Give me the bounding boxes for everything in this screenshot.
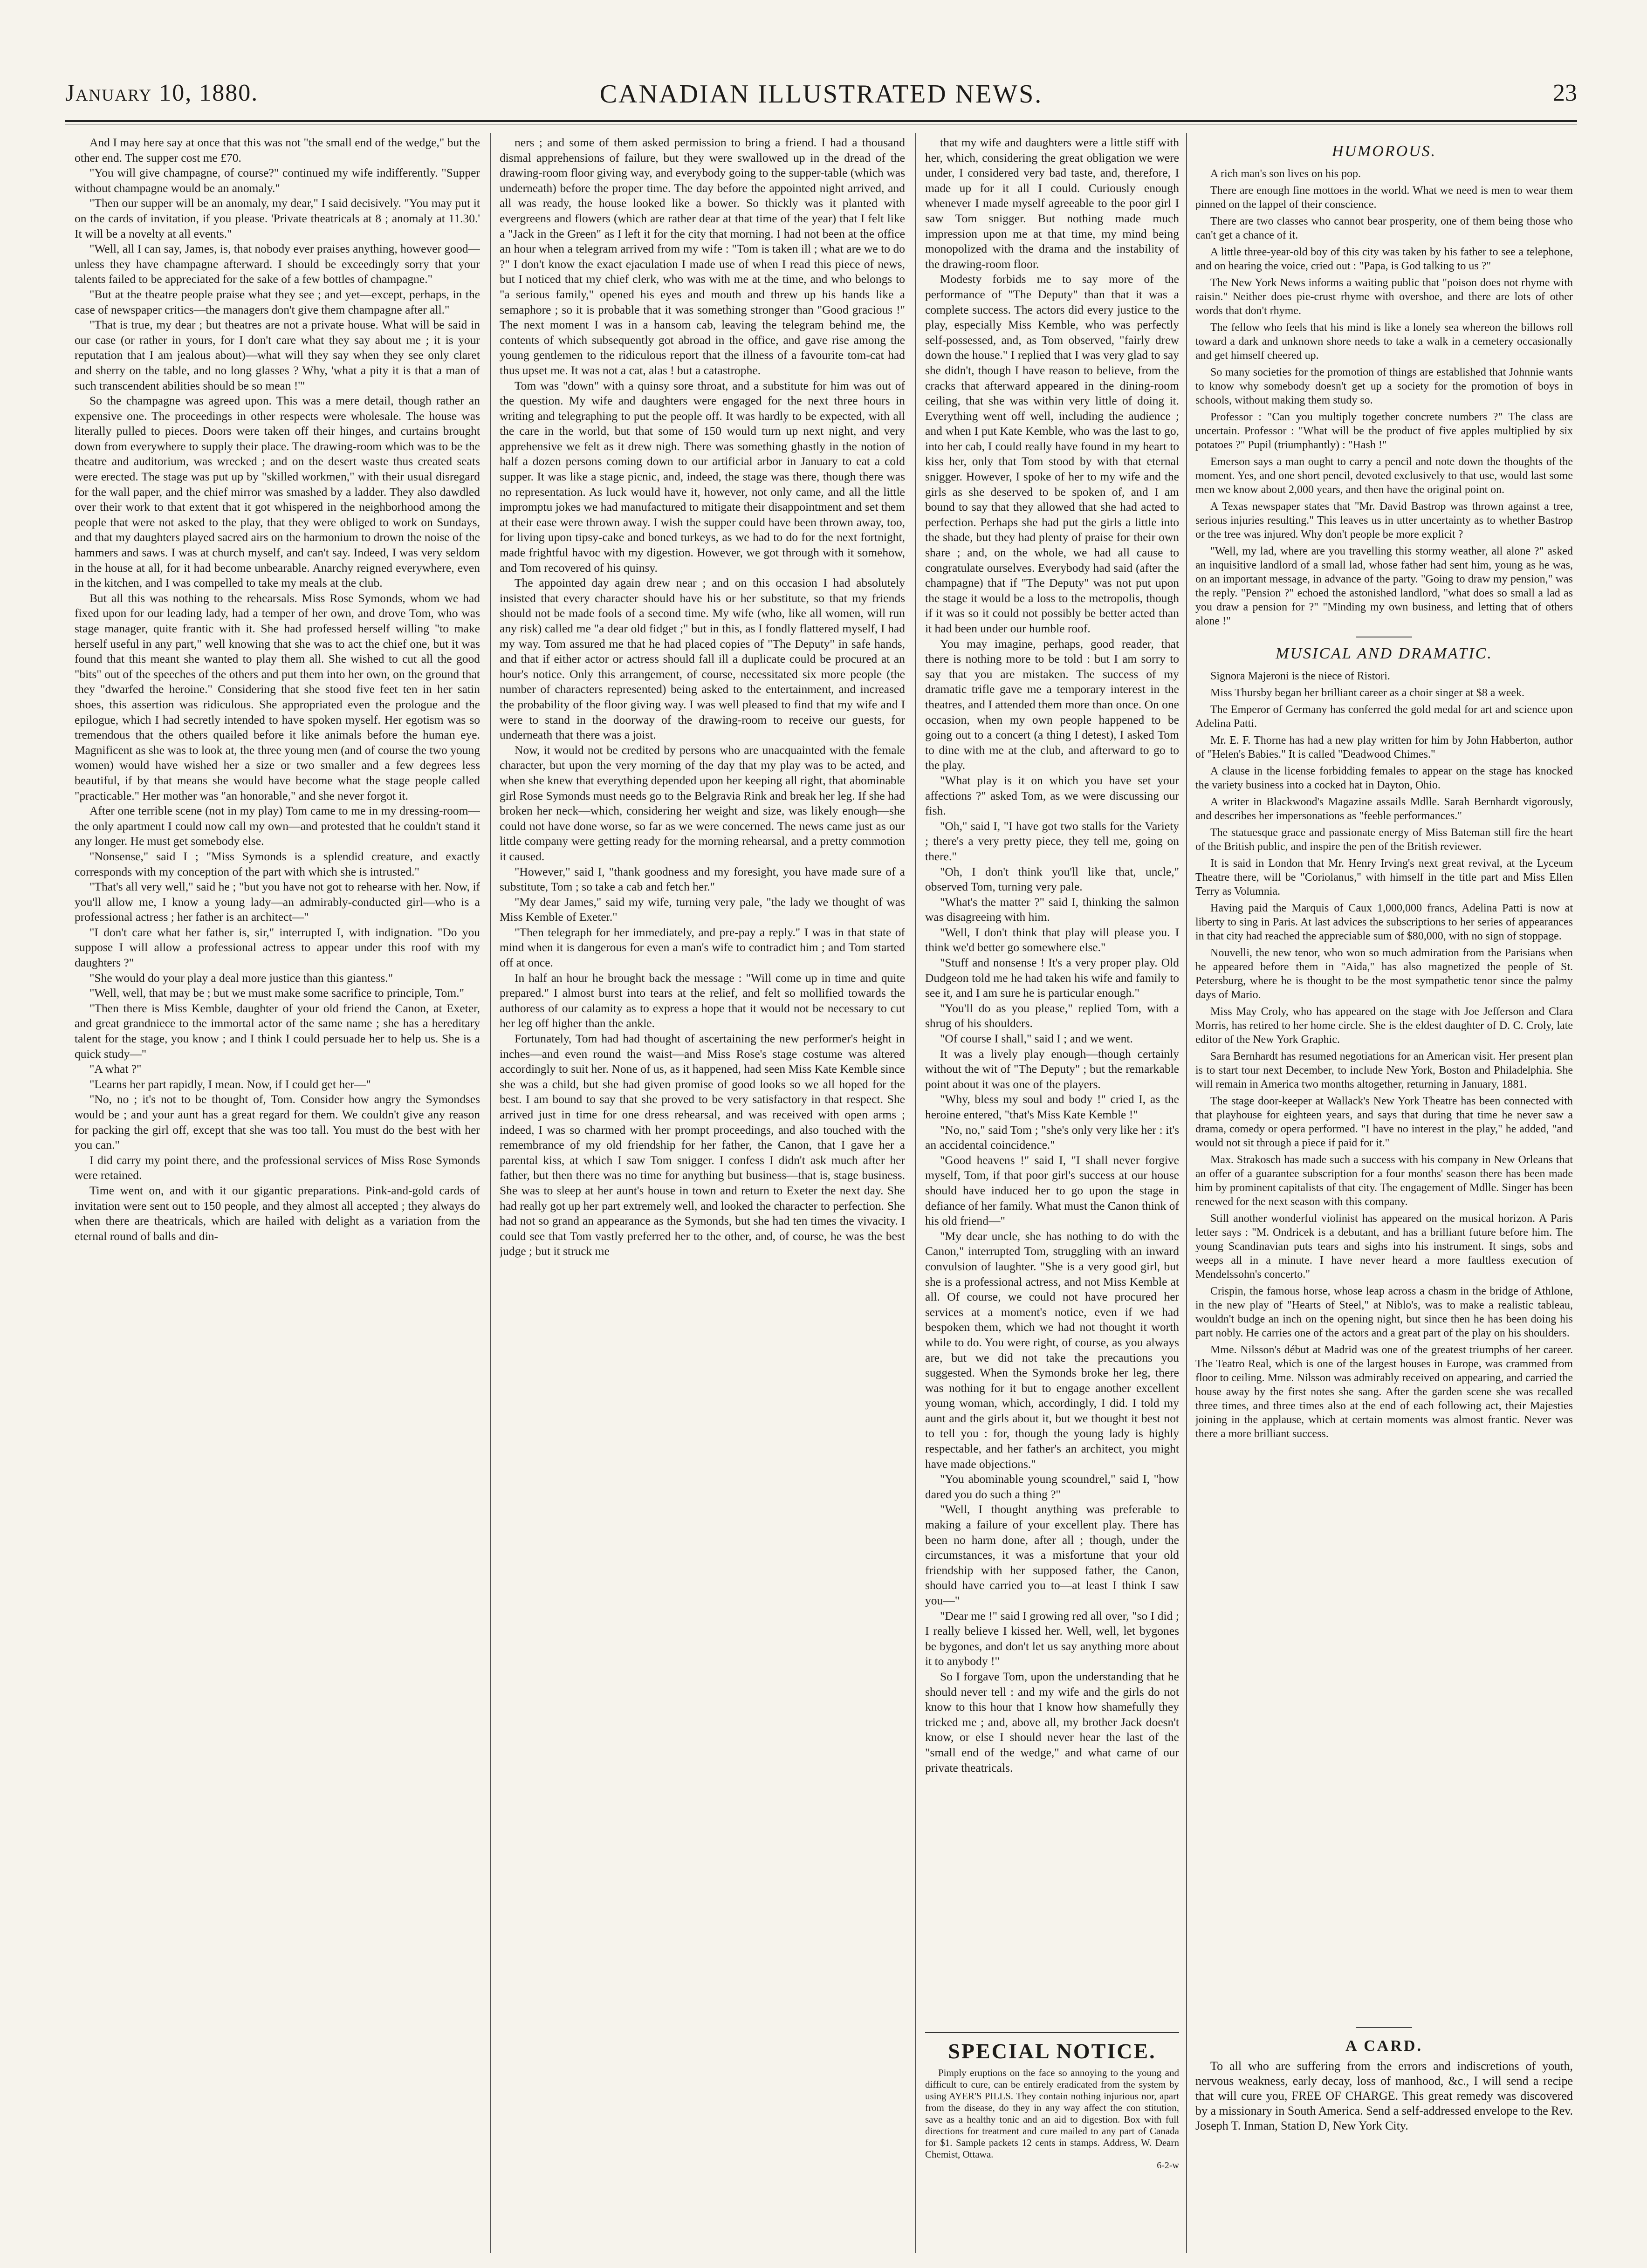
musical-item: Signora Majeroni is the niece of Ristori. [1210,670,1390,682]
story-paragraph: You may imagine, perhaps, good reader, that there is nothing more to be told : but I am sorry to say that you are mistaken. The success of my dramatic trifle gave me a temporary interest in the theatres, and I attended them more than once. On one occasion, when my own people happened to be going out to a concert (a thing I detest), I asked Tom to dine with me at the club, and afterward to go to the play. [925,637,1179,772]
humorous-item: Emerson says a man ought to carry a pencil and note down the thoughts of the moment. Yes, and one short pencil, devoted exclusively to that use, would last some men we know about 2,000 years, and then have the original point on. [1195,456,1573,496]
story-paragraph: "Well, all I can say, James, is, that nobody ever praises anything, however good—unless they have champagne afterward. I should be exceedingly sorry that your talents failed to be appreciated for the sake of a few bottles of champagne." [75,242,480,286]
humorous-item: So many societies for the promotion of things are established that Johnnie wants to know why somebody doesn't get up a society for the promotion of boys in schools, without making them study so. [1195,366,1573,406]
musical-item: Mme. Nilsson's début at Madrid was one of the greatest triumphs of her career. The Teatro Real, which is one of the largest houses in Europe, was crammed from floor to ceiling. Mme. Nilsson was admirably received on appearing, and carried the house away by the first notes she sang. After the garden scene she was recalled three times, and three times also at the end of each following act, their Majesties joining in the applause, which at certain moments was almost frantic. Never was there a more brilliant success. [1195,1344,1573,1440]
story-paragraph: "However," said I, "thank goodness and my foresight, you have made sure of a substitute, Tom ; so take a cab and fetch her." [500,864,905,894]
story-paragraph: The appointed day again drew near ; and on this occasion I had absolutely insisted that every character should have his or her substitute, so that my friends should not be made fools of a second time. My wife (who, like all women, will run any risk) called me "a dear old fidget ;" but in this, as I fondly flattered myself, I had my way. Tom assured me that he had placed copies of "The Deputy" in safe hands, and that if either actor or actress should fall ill a duplicate could be procured at an hour's notice. Only this arrangement, of course, necessitated six more people (the number of characters represented) being asked to the entertainment, and increased the probability of the floor giving way. I was well pleased to find that my wife and I were to stand in the doorway of the drawing-room to receive our guests, for underneath that there was a joist. [500,576,905,742]
story-paragraph: "What play is it on which you have set your affections ?" asked Tom, as we were discussing our fish. [925,773,1179,818]
story-column-1 [75,135,480,2195]
musical-item: The stage door-keeper at Wallack's New York Theatre has been connected with that playhouse for eighteen years, and says that during that time he never saw a drama, comedy or opera performed. "I have no interest in the play," he added, "and would not sit through a piece if paid for it." [1195,1095,1573,1149]
story-paragraph: "A what ?" [89,1062,142,1076]
story-paragraph: "Then there is Miss Kemble, daughter of your old friend the Canon, at Exeter, and great grandniece to the immortal actor of the same name ; she has a hereditary talent for the stage, you know ; and I think I could persuade her to help us. She is a quick study—" [75,1001,480,1061]
story-paragraph: So the champagne was agreed upon. This was a mere detail, though rather an expensive one. The proceedings in other respects were wholesale. The house was literally pulled to pieces. Doors were taken off their hinges, and curtains brought down from everywhere to supply their place. The drawing-room which was to be the theatre and auditorium, was wrecked ; and on the desert waste thus created seats were erected. The stage was put up by "skilled workmen," with their usual disregard for the wall paper, and the chief mirror was smashed by a ladder. They also dawdled over their work to that extent that it got whispered in the neighborhood among the people that were not asked to the play, that they were obliged to work on Sundays, and that my daughters played sacred airs on the harmonium to drown the noise of the hammers and saws. I was at church myself, and can't say. Indeed, I was very seldom in the house at all, for it had become unbearable. Anarchy reigned everywhere, even in the kitchen, and I was compelled to take my meals at the club. [75,394,480,590]
story-paragraph: "Of course I shall," said I ; and we went. [940,1032,1133,1046]
humorous-item: "Well, my lad, where are you travelling this stormy weather, all alone ?" asked an inquisitive landlord of a small lad, whose father had sent him, young as he was, on an important message, in advance of the party. "Going to draw my pension," was the reply. "Pension ?" echoed the astonished landlord, "what does so small a lad as you draw a pension for ?" "Minding my own business, and letting that of others alone !" [1195,545,1573,627]
humorous-item: There are two classes who cannot bear prosperity, one of them being those who can't get a chance of it. [1195,215,1573,241]
musical-item: Miss May Croly, who has appeared on the stage with Joe Jefferson and Clara Morris, has retired to her home circle. She is the eldest daughter of D. C. Croly, late editor of the New York Graphic. [1195,1006,1573,1046]
page-header [65,79,1577,121]
story-paragraph: "Well, well, that may be ; but we must make some sacrifice to principle, Tom." [89,986,464,1000]
story-paragraph: It was a lively play enough—though certainly without the wit of "The Deputy" ; but the remarkable point about it was one of the players. [925,1047,1179,1091]
humorous-item: Professor : "Can you multiply together concrete numbers ?" The class are uncertain. Professor : "What will be the product of five apples multiplied by six potatoes ?" Pupil (triumphantly) : "Hash !" [1195,411,1573,451]
story-paragraph: "That's all very well," said he ; "but you have not got to rehearse with her. Now, if you'll allow me, I know a young lady—an admirably-conducted girl—who is a professional actress ; her father is an architect—" [75,880,480,924]
story-column-2 [500,135,905,2195]
musical-item: A clause in the license forbidding females to appear on the stage has knocked the variety business into a cocked hat in Dayton, Ohio. [1195,765,1573,791]
section-separator [1356,2027,1412,2028]
story-paragraph: "Then telegraph for her immediately, and pre-pay a reply." I was in that state of mind when it is dangerous for even a man's wife to contradict him ; and Tom started off at once. [500,925,905,970]
story-paragraph: "You'll do as you please," replied Tom, with a shrug of his shoulders. [925,1001,1179,1030]
story-paragraph: Now, it would not be credited by persons who are unacquainted with the female character, but upon the very morning of the day that my play was to be acted, and when she knew that everything depended upon her keeping all right, that abominable girl Rose Symonds must needs go to the Belgravia Rink and break her leg. If she had broken her neck—which, considering her weight and size, was likely enough—she could not have done worse, so far as we were concerned. The news came just as our little company were getting ready for the morning rehearsal, and a pretty commotion it caused. [500,743,905,863]
humorous-items [1195,167,1573,628]
musical-item: Still another wonderful violinist has appeared on the musical horizon. A Paris letter says : "M. Ondricek is a debutant, and has a brilliant future before him. The young Scandinavian puts tears and sighs into his instrument. It sings, sobs and weeps all in a minute. I have never heard a more faultless execution of Mendelssohn's concerto." [1195,1213,1573,1281]
card-title: A CARD. [1345,2037,1423,2055]
humorous-item: The fellow who feels that his mind is like a lonely sea whereon the billows roll toward a dark and unknown shore needs to take a walk in a cemetery occasionally and get himself cheered up. [1195,322,1573,362]
story-paragraph: "No, no ; it's not to be thought of, Tom. Consider how angry the Symondses would be ; and your aunt has a great regard for them. We couldn't give any reason for packing the girl off, except that she was too tall. You must do the best with her you can." [75,1092,480,1152]
story-column-3 [925,135,1179,2018]
story-paragraph: "You will give champagne, of course?" continued my wife indifferently. "Supper without champagne would be an anomaly." [75,166,480,195]
musical-item: Having paid the Marquis of Caux 1,000,000 francs, Adelina Patti is now at liberty to sing in Paris. At last advices the subscriptions to her series of appearances in that city had reached the appreciable sum of $80,000, with no sign of stoppage. [1195,902,1573,942]
musical-item: Miss Thursby began her brilliant career as a choir singer at $8 a week. [1210,687,1524,699]
story-paragraph: that my wife and daughters were a little stiff with her, which, considering the great obligation we were under, I considered very bad taste, and, therefore, I made up for it all I could. Curiously enough whenever I made myself agreeable to the poor girl I saw Tom snigger. But nothing made much impression upon me at that time, my mind being monopolized with the drama and the instability of the drawing-room floor. [925,136,1179,271]
story-paragraph: "But at the theatre people praise what they see ; and yet—except, perhaps, in the case of newspaper critics—the managers don't give them champagne after all." [75,287,480,316]
musical-item: Crispin, the famous horse, whose leap across a chasm in the bridge of Athlone, in the new play of "Hearts of Steel," at Niblo's, was to make a realistic tableau, wouldn't budge an inch on the opening night, but since then he has been doing his part nobly. He carries one of the actors and a great part of the play on his shoulders. [1195,1285,1573,1339]
header-rule [65,120,1577,122]
card-advertisement [1195,2027,1573,2204]
musical-heading: MUSICAL AND DRAMATIC. [1276,645,1493,662]
story-paragraph: "Why, bless my soul and body !" cried I, as the heroine entered, "that's Miss Kate Kemble !" [925,1092,1179,1121]
card-text: To all who are suffering from the errors and indiscretions of youth, nervous weakness, early decay, loss of manhood, &c., I will send a recipe that will cure you, FREE OF CHARGE. This great remedy was discovered by a missionary in South America. Send a self-addressed envelope to the Rev. Joseph T. Inman, Station D, New York City. [1195,2059,1573,2132]
story-paragraph: "What's the matter ?" said I, thinking the salmon was disagreeing with him. [925,895,1179,924]
story-paragraph: "Well, I thought anything was preferable to making a failure of your excellent play. There has been no harm done, after all ; though, under the circumstances, it was a misfortune that your old friendship with her supposed father, the Canon, should have carried you to—at least I think I saw you—" [925,1502,1179,1607]
story-paragraph: Tom was "down" with a quinsy sore throat, and a substitute for him was out of the question. My wife and daughters were engaged for the next three hours in writing and telegraphing to put the people off. It was hardly to be expected, with all the care in the world, but that some of 150 would turn up next night, and very apprehensive we felt as it drew nigh. There was something ghastly in the notion of half a dozen persons coming down to our artificial arbor in January to eat a cold supper. It was like a stage picnic, and, indeed, the stage was there, though there was no representation. As luck would have it, however, not only came, and all the little impromptu jokes we had manufactured to mitigate their disappointment and set them at their ease were thrown away. I wish the supper could have been thrown away, too, for living upon tipsy-cake and boned turkeys, as we had to do for the next fortnight, made frightful havoc with my digestion. However, we got through with it somehow, and Tom recovered of his quinsy. [500,378,905,575]
musical-item: The Emperor of Germany has conferred the gold medal for art and science upon Adelina Patti. [1195,704,1573,730]
musical-item: Sara Bernhardt has resumed negotiations for an American visit. Her present plan is to start tour next December, to include New York, Boston and Philadelphia. She will remain in America two months altogether, returning in January, 1881. [1195,1050,1573,1090]
story-paragraph: "I don't care what her father is, sir," interrupted I, with indignation. "Do you suppose I will allow a professional actress to appear under this roof with my daughters ?" [75,925,480,970]
musical-item: A writer in Blackwood's Magazine assails Mdlle. Sarah Bernhardt vigorously, and describes her impersonations as "feeble performances." [1195,796,1573,822]
story-paragraph: After one terrible scene (not in my play) Tom came to me in my dressing-room—the only apartment I could now call my own—and protested that he couldn't stand it any longer. He must get somebody else. [75,804,480,848]
story-paragraph: So I forgave Tom, upon the understanding that he should never tell : and my wife and the girls do not know to this hour that I know how shamefully they tricked me ; and, above all, my brother Jack doesn't know, or else I should never hear the last of the "small end of the wedge," and what came of our private theatricals. [925,1669,1179,1775]
story-paragraph: "Oh," said I, "I have got two stalls for the Variety ; there's a very pretty piece, they tell me, going on there." [925,819,1179,863]
story-paragraph: Fortunately, Tom had had thought of ascertaining the new performer's height in inches—and even round the waist—and Miss Rose's stage costume was altered accordingly to suit her. None of us, as it happened, had seen Miss Kate Kemble since she was a child, but she had given promise of good looks so we all hoped for the best. I am bound to say that she proved to be very satisfactory in that respect. She arrived just in time for one dress rehearsal, and was received with open arms ; indeed, I was so charmed with her prompt proceedings, and also touched with the remembrance of my old friendship for her father, the Canon, that I gave her a parental kiss, at which I saw Tom snigger. I confess I didn't ask much after her father, but then there was no time for anything but business—that is, stage business. She was to sleep at her aunt's house in town and return to Exeter the next day. She had really got up her part extremely well, and looked the character to perfection. She had not so grand an appearance as the Symonds, but she had ten times the vivacity. I could see that Tom vastly preferred her to the other, and, of course, he was the best judge ; but it struck me [500,1032,905,1258]
special-notice-text: Pimply eruptions on the face so annoying to the young and difficult to cure, can be entirely eradicated from the system by using AYER'S PILLS. They contain nothing injurious nor, apart from the disease, do they in any way affect the con stitution, save as a healthy tonic and an aid to digestion. Box with full directions for treatment and cure mailed to any part of Canada for $1. Sample packets 12 cents in stamps. Address, W. Dearn Chemist, Ottawa. [925,2067,1179,2160]
musical-item: Mr. E. F. Thorne has had a new play written for him by John Habberton, author of "Helen's Babies." It is called "Deadwood Chimes." [1195,734,1573,761]
humorous-item: A Texas newspaper states that "Mr. David Bastrop was thrown against a tree, serious injuries resulting." This leaves us in utter uncertainty as to whether Bastrop or the tree was injured. Why don't people be more explicit ? [1195,500,1573,541]
column-divider [1186,133,1187,2253]
page-number: 23 [1553,80,1577,106]
story-paragraph: "Learns her part rapidly, I mean. Now, if I could get her—" [89,1077,371,1091]
story-paragraph: "Nonsense," said I ; "Miss Symonds is a splendid creature, and exactly corresponds with my conception of the part with which she is intrusted." [75,849,480,878]
story-paragraph: "Then our supper will be an anomaly, my dear," I said decisively. "You may put it on the cards of invitation, if you please. 'Private theatricals at 8 ; anomaly at 11.30.' It will be a novelty at all events." [75,196,480,240]
column-divider [490,133,491,2253]
issue-date: January 10, 1880. [65,80,259,106]
story-paragraph: "Dear me !" said I growing red all over, "so I did ; I really believe I kissed her. Well, well, let bygones be bygones, and don't let us say anything more about it to anybody !" [925,1609,1179,1668]
story-paragraph: "No, no," said Tom ; "she's only very like her : it's an accidental coincidence." [925,1123,1179,1152]
story-paragraph: But all this was nothing to the rehearsals. Miss Rose Symonds, whom we had fixed upon for our leading lady, had a temper of her own, and drove Tom, who was stage manager, quite frantic with it. She had professed herself willing "to make herself useful in any part," well knowing that she was to act the chief one, but it was found that this meant she wanted to play them all. She wished to cut all the good "bits" out of the speeches of the others and put them into her own, on the ground that they "dwarfed the heroine." Considering that she stood five feet ten in her satin shoes, this assertion was ridiculous. She appropriated even the prologue and the epilogue, which I had secretly intended to have spoken myself. Her egotism was so tremendous that the others quailed before it like animals before the human eye. Magnificent as she was to look at, the three young men (and of course the two young women) would have wished her a size or two smaller and a few degrees less beautiful, if by that means she would have become what the stage people called "practicable." Her mother was "an honorable," and she never forgot it. [75,591,480,802]
humorous-heading: HUMOROUS. [1331,143,1437,160]
special-notice-code: 6-2-w [1157,2160,1179,2171]
masthead-title: CANADIAN ILLUSTRATED NEWS. [599,80,1043,109]
story-paragraph: "Good heavens !" said I, "I shall never forgive myself, Tom, if that poor girl's success at our house should have induced her to go upon the stage in defiance of her family. What must the Canon think of his old friend—" [925,1153,1179,1228]
story-paragraph: "That is true, my dear ; but theatres are not a private house. What will be said in our case (or rather in yours, for I don't care what they say about me ; it is your reputation that I am jealous about)—what will they say when they see only claret and sherry on the table, and no long glasses ? Why, 'what a pity it is that a man of such transcendent abilities should be so mean !'" [75,318,480,392]
story-paragraph: Time went on, and with it our gigantic preparations. Pink-and-gold cards of invitation were sent out to 150 people, and they almost all accepted ; they always do when there are theatricals, which are hailed with delight as a variation from the eternal round of balls and din- [75,1183,480,1243]
humorous-item: The New York News informs a waiting public that "poison does not rhyme with raisin." Neither does pie-crust rhyme with overshoe, and there are lots of other words that don't rhyme. [1195,277,1573,317]
special-notice-title: SPECIAL NOTICE. [948,2039,1156,2063]
musical-item: It is said in London that Mr. Henry Irving's next great revival, at the Lyceum Theatre there, will be "Coriolanus," with himself in the title part and Miss Ellen Terry as Volumnia. [1195,857,1573,898]
musical-item: Nouvelli, the new tenor, who won so much admiration from the Parisians when he appeared before them in "Aida," has also magnetized the people of St. Petersburg, where he is thought to be the most sympathetic tenor since the palmy days of Mario. [1195,947,1573,1001]
miscellany-column [1195,140,1573,2018]
story-paragraph: In half an hour he brought back the message : "Will come up in time and quite prepared." I almost burst into tears at the relief, and felt so mollified towards the authoress of our calamity as to express a hope that it would not be necessary to cut her leg off higher than the ankle. [500,971,905,1030]
story-paragraph: "She would do your play a deal more justice than this giantess." [89,971,393,985]
story-paragraph: "Stuff and nonsense ! It's a very proper play. Old Dudgeon told me he had taken his wife and family to see it, and I am sure he is particular enough." [925,956,1179,1000]
special-notice [925,2032,1179,2220]
story-paragraph: "Well, I don't think that play will please you. I think we'd better go somewhere else." [925,925,1179,954]
story-paragraph: "My dear James," said my wife, turning very pale, "the lady we thought of was Miss Kemble of Exeter." [500,895,905,924]
humorous-item: A rich man's son lives on his pop. [1210,168,1361,180]
story-paragraph: ners ; and some of them asked permission to bring a friend. I had a thousand dismal apprehensions of failure, but they were swallowed up in the dread of the drawing-room floor giving way, and everybody going to the supper-table (which was underneath) before the proper time. The day before the appointed night arrived, and all was ready, the house looked like a bower. So thickly was it planted with evergreens and flowers (which are rather dear at that time of the year) that I felt like a "Jack in the Green" as I left it for the city that morning. I had not been at the office an hour when a telegram arrived from my wife : "Tom is taken ill ; what are we to do ?" I don't know the exact ejaculation I made use of when I read this piece of news, but I noticed that my chief clerk, who was with me at the time, and who belongs to "a serious family," opened his eyes and mouth and threw up his hands like a semaphore ; so it is probable that it was something stronger than "Good gracious !" The next moment I was in a hansom cab, leaving the telegram behind me, the contents of which subsequently got abroad in the office, and gave rise among the young gentlemen to the ridiculous report that the illness of a favourite tom-cat had thus upset me. It was not a cat, alas ! but a catastrophe. [500,136,905,377]
story-paragraph: "Oh, I don't think you'll like that, uncle," observed Tom, turning very pale. [925,864,1179,894]
column-divider [915,133,916,2253]
story-paragraph: And I may here say at once that this was not "the small end of the wedge," but the other end. The supper cost me £70. [75,136,480,164]
musical-item: The statuesque grace and passionate energy of Miss Bateman still fire the heart of the British public, and inspire the pen of the British reviewer. [1195,827,1573,853]
story-paragraph: Modesty forbids me to say more of the performance of "The Deputy" than that it was a complete success. The actors did every justice to the play, especially Miss Kemble, who was perfectly self-possessed, and, as Tom observed, "fairly drew down the house." I replied that I was very glad to say she didn't, though I have reason to believe, from the cracks that afterward appeared in the dining-room ceiling, that she was within very little of doing it. Everything went off well, including the audience ; and when I put Kate Kemble, who was the last to go, into her cab, I could really have found in my heart to kiss her, only that Tom stood by with that eternal snigger. However, I spoke of her to my wife and the girls as she deserved to be spoken of, and I am bound to say that they allowed that she had acted to perfection. Perhaps she had put the girls a little into the shade, but they had plenty of praise for their own share ; and, on the whole, we had all cause to congratulate ourselves. Everybody had said (after the champagne) that if "The Deputy" was not put upon the stage it would be a loss to the metropolis, though if it was so it could not possibly be better acted than it had been under our humble roof. [925,272,1179,635]
story-paragraph: I did carry my point there, and the professional services of Miss Rose Symonds were retained. [75,1153,480,1182]
musical-items [1195,669,1573,1441]
humorous-item: A little three-year-old boy of this city was taken by his father to see a telephone, and on hearing the voice, cried out : "Papa, is God talking to us ?" [1195,246,1573,272]
musical-item: Max. Strakosch has made such a success with his company in New Orleans that an offer of a guarantee subscription for a four months' season there has been made him by prominent capitalists of that city. The engagement of Mdlle. Singer has been renewed for the next season with this company. [1195,1154,1573,1208]
story-paragraph: "My dear uncle, she has nothing to do with the Canon," interrupted Tom, struggling with an inward convulsion of laughter. "She is a very good girl, but she is a professional actress, and not Miss Kemble at all. Of course, we could not have procured her services at a moment's notice, even if we had bespoken them, which we had not thought it worth while to do. You were right, of course, as you always are, but we did not take the precautions you suggested. When the Symonds broke her leg, there was nothing for it but to engage another excellent young woman, which, accordingly, I did. I told my aunt and the girls about it, but we thought it best not to tell you : for, though the young lady is highly respectable, and her father's an architect, you might have made objections." [925,1229,1179,1471]
story-paragraph: "You abominable young scoundrel," said I, "how dared you do such a thing ?" [925,1472,1179,1501]
humorous-item: There are enough fine mottoes in the world. What we need is men to wear them pinned on the lappel of their conscience. [1195,185,1573,211]
